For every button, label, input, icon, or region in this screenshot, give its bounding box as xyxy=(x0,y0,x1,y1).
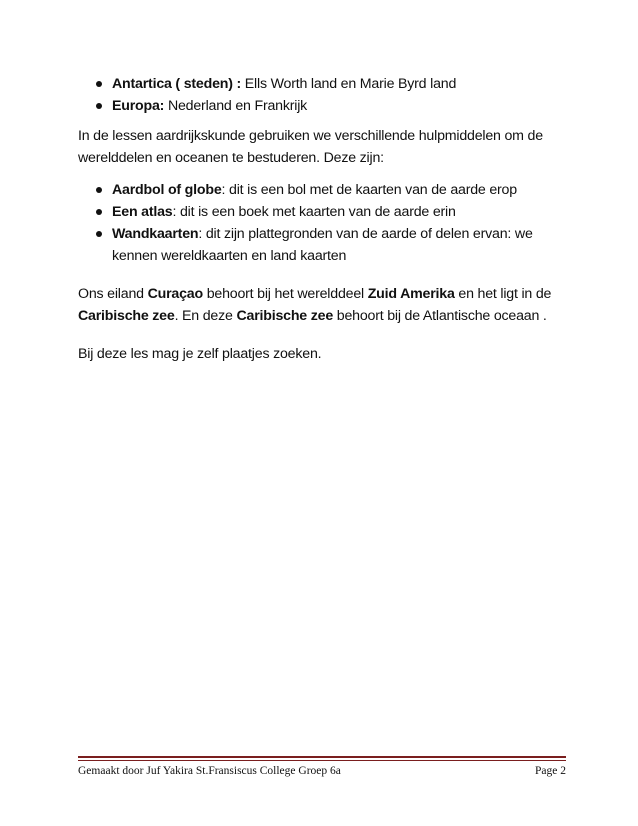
list-item-text: : dit is een bol met de kaarten van de aarde erop xyxy=(221,182,517,198)
list-item-term: Aardbol of globe xyxy=(112,182,222,198)
island-text: behoort bij de Atlantische oceaan . xyxy=(333,308,547,324)
island-paragraph xyxy=(78,283,568,327)
list-item-term: Een atlas xyxy=(112,204,173,220)
island-bold: Caribische zee xyxy=(236,308,334,324)
island-text: Ons eiland xyxy=(78,286,148,302)
island-text: en het ligt in de xyxy=(454,286,552,302)
list-item-text: Ells Worth land en Marie Byrd land xyxy=(241,76,457,92)
list-item xyxy=(78,201,568,223)
island-bold: Curaçao xyxy=(147,286,203,302)
list-item-text: Nederland en Frankrijk xyxy=(164,98,308,114)
list-item-term: Antartica ( steden) : xyxy=(112,76,242,92)
closing-paragraph: Bij deze les mag je zelf plaatjes zoeken. xyxy=(78,346,322,362)
island-text: . En deze xyxy=(174,308,237,324)
list-item-term: Europa: xyxy=(112,98,165,114)
list-item-term: Wandkaarten xyxy=(112,226,199,242)
page-number: Page 2 xyxy=(535,765,566,777)
island-text: behoort bij het werelddeel xyxy=(202,286,368,302)
list-item xyxy=(78,95,568,117)
island-bold: Caribische zee xyxy=(78,308,175,324)
intro-paragraph: In de lessen aardrijkskunde gebruiken we verschillende hulpmiddelen om de werelddelen en oceanen te bestuderen. Deze zijn: xyxy=(78,128,543,166)
page-content xyxy=(78,73,568,365)
tools-list xyxy=(78,179,568,267)
footer-credit: Gemaakt door Juf Yakira St.Fransiscus College Groep 6a xyxy=(78,765,341,777)
list-item xyxy=(78,73,568,95)
footer-divider xyxy=(78,756,566,761)
continent-list xyxy=(78,73,568,117)
page-footer xyxy=(78,765,566,777)
list-item xyxy=(78,179,568,201)
list-item-text: : dit zijn plattegronden van de aarde of delen ervan: we kennen wereldkaarten en land kaarten xyxy=(112,226,533,264)
island-bold: Zuid Amerika xyxy=(367,286,455,302)
list-item xyxy=(78,223,568,267)
list-item-text: : dit is een boek met kaarten van de aarde erin xyxy=(172,204,456,220)
